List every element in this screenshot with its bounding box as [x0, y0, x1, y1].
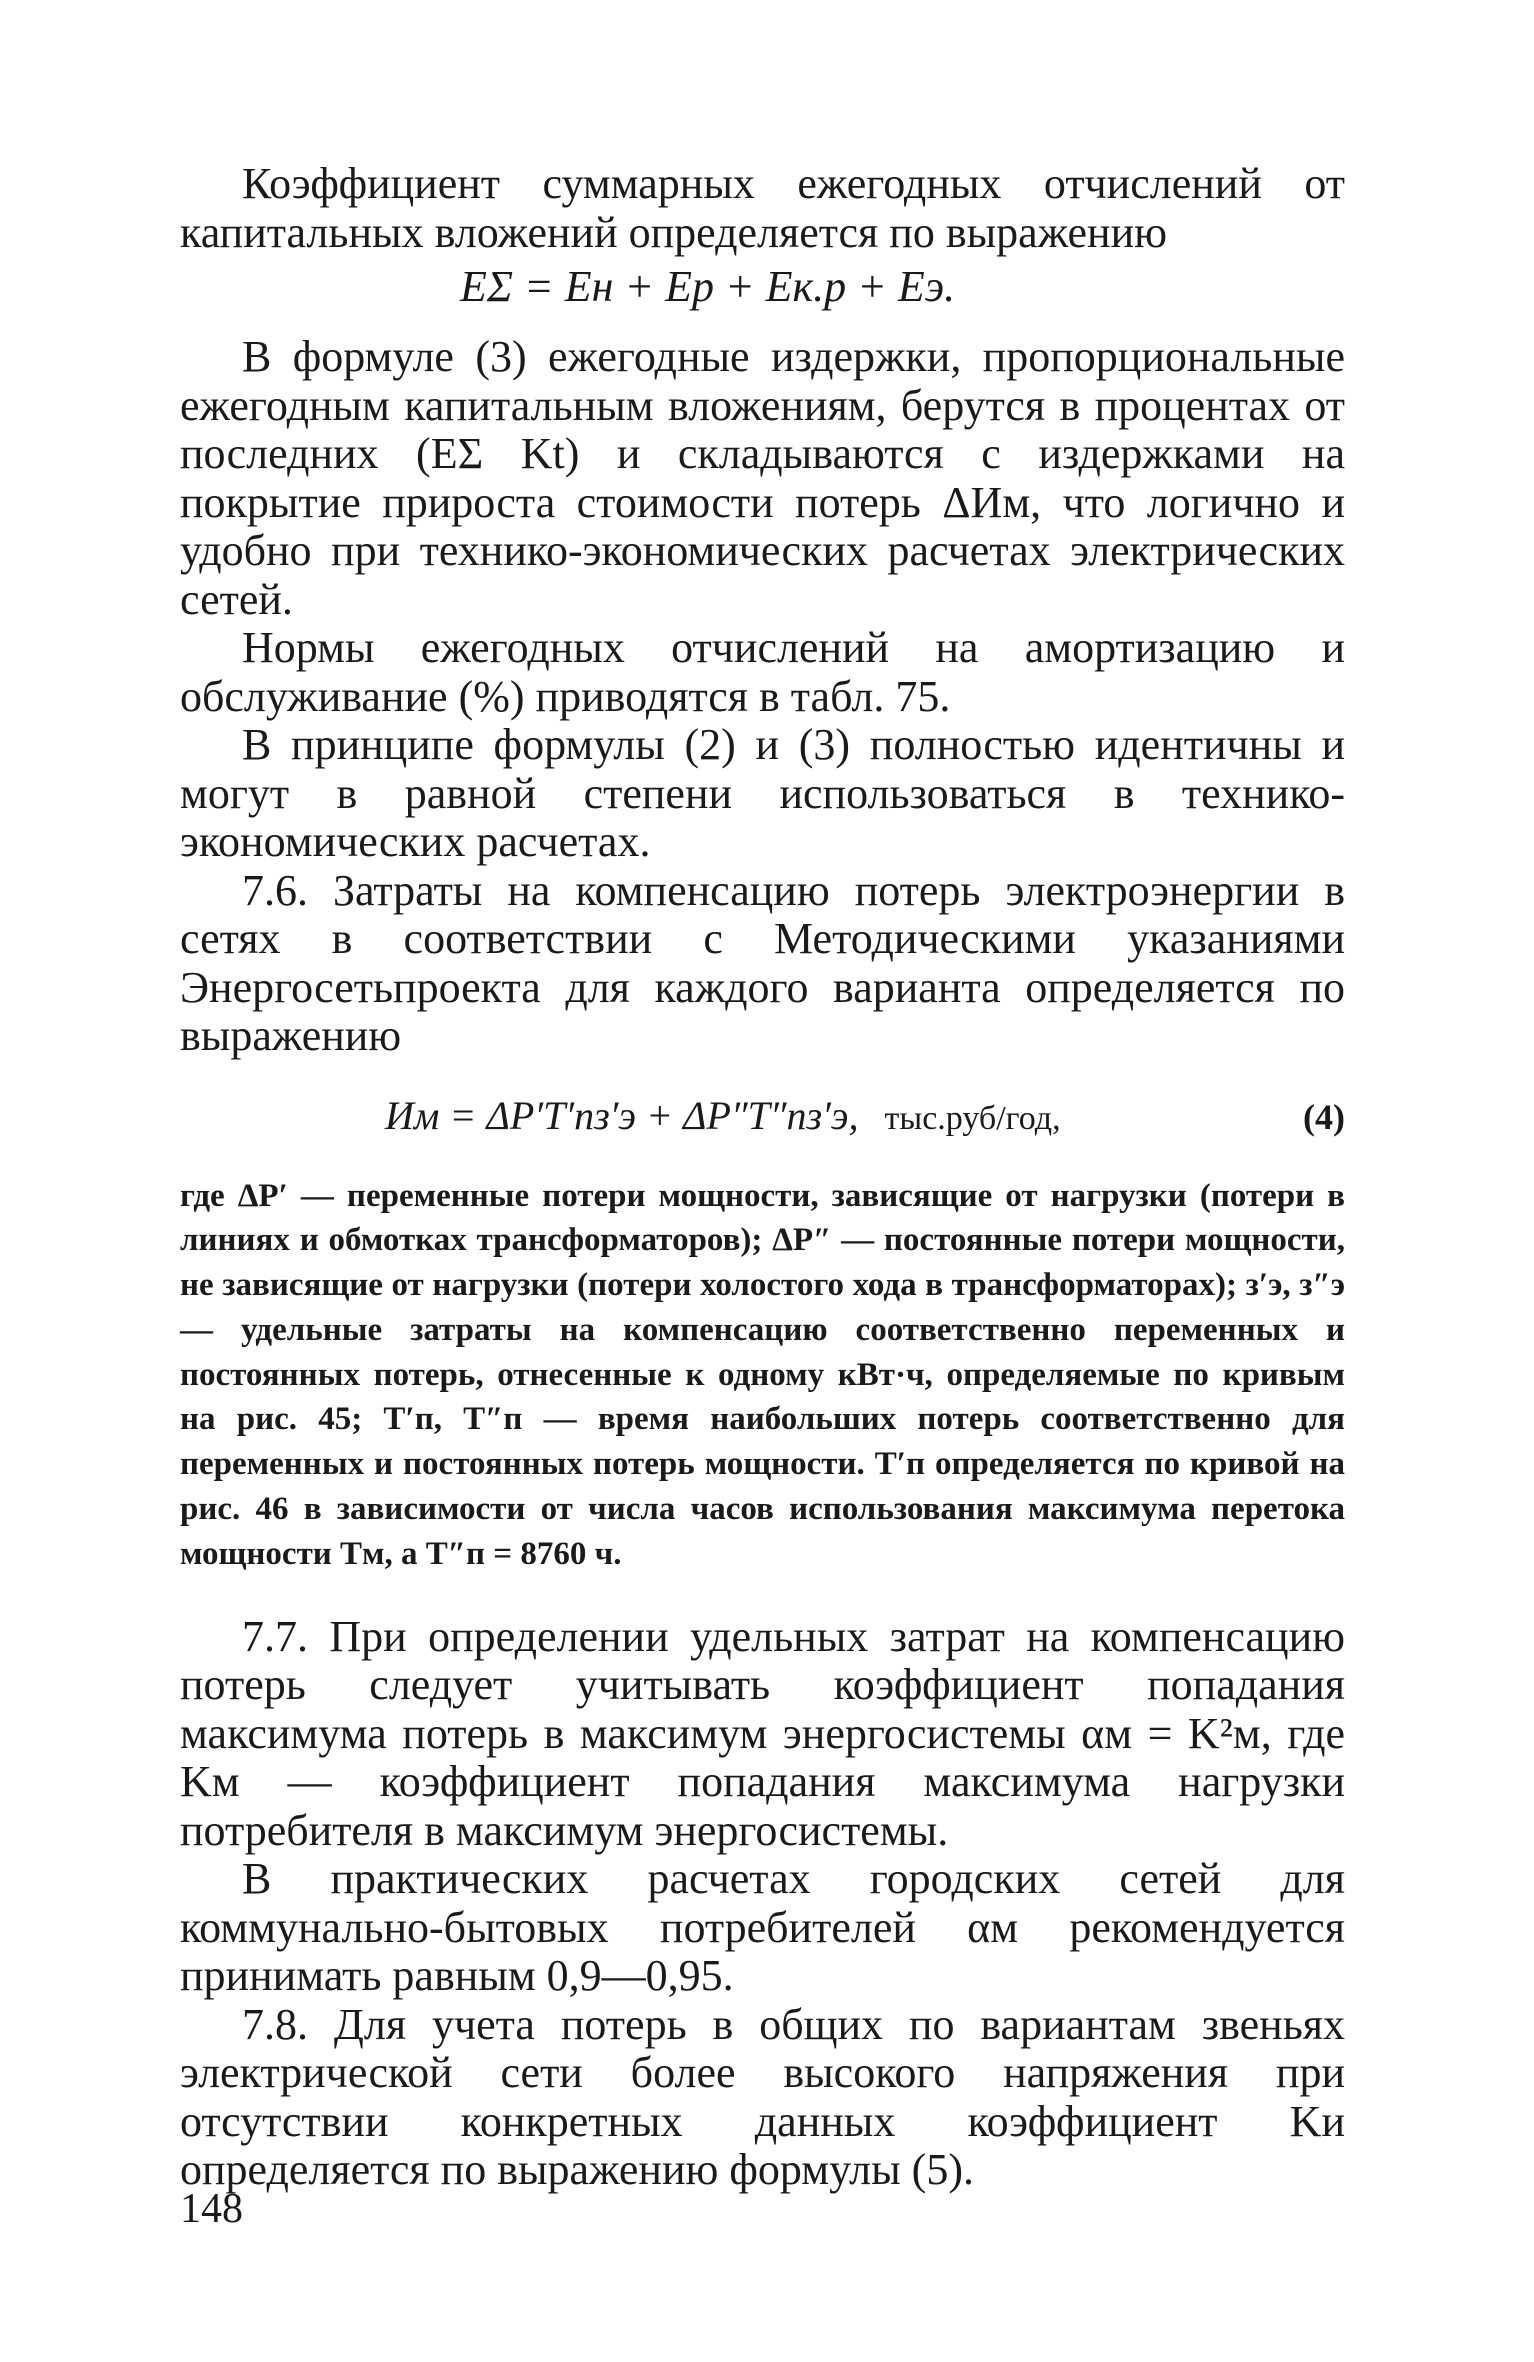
paragraph-practical: В практических расчетах городских сетей для коммунально-бытовых потребителей αм рекомендуется принимать равным 0,9—0,95.: [180, 1854, 1345, 2001]
page-number: 148: [180, 2186, 243, 2232]
paragraph-formula-identity: В принципе формулы (2) и (3) полностью идентичны и могут в равной степени использоваться в технико-экономических расчетах.: [180, 720, 1345, 866]
formula-4: [180, 1091, 1345, 1144]
formula-4-units: тыс.руб/год,: [884, 1099, 1061, 1137]
paragraph-section-7-6: 7.6. Затраты на компенсацию потерь электроэнергии в сетях в соответствии с Методическими указаниями Энергосетьпроекта для каждого варианта определяется по выражению: [180, 865, 1345, 1060]
paragraph-formula-3: В формуле (3) ежегодные издержки, пропорциональные ежегодным капитальным вложениям, берутся в процентах от последних (EΣ Kt) и складываются с издержками на покрытие прироста стоимости потерь ΔИм, что логично и удобно при технико-экономических расчетах электрических сетей.: [180, 332, 1345, 624]
formula-sum-coefficient: EΣ = Eн + Eр + Eк.р + Eэ.: [460, 262, 956, 311]
paragraph-section-7-8: 7.8. Для учета потерь в общих по вариантам звеньях электрической сети более высокого напряжения при отсутствии конкретных данных коэффициент Kи определяется по выражению формулы (5).: [180, 1999, 1345, 2195]
paragraph-section-7-7: 7.7. При определении удельных затрат на компенсацию потерь следует учитывать коэффициент попадания максимума потерь в максимум энергосистемы αм = K²м, где Kм — коэффициент попадания максимума нагрузки потребителя в максимум энергосистемы.: [180, 1611, 1345, 1855]
paragraph-norms: Нормы ежегодных отчислений на амортизацию и обслуживание (%) приводятся в табл. 75.: [180, 623, 1345, 721]
paragraph-definitions: где ΔP′ — переменные потери мощности, зависящие от нагрузки (потери в линиях и обмотках трансформаторов); ΔP″ — постоянные потери мощности, не зависящие от нагрузки (потери холостого хода в трансформаторах); з′э, з″э — удельные затраты на компенсацию соответственно переменных и постоянных потерь, отнесенные к одному кВт·ч, определяемые по кривым на рис. 45; T′п, T″п — время наибольших потерь соответственно для переменных и постоянных потерь мощности. T′п определяется по кривой на рис. 46 в зависимости от числа часов использования максимума перетока мощности Tм, а T″п = 8760 ч.: [180, 1177, 1345, 1572]
page-body: [180, 160, 1345, 2195]
formula-4-expression: Им = ΔP′T′пз′э + ΔP″T″пз′э,: [385, 1092, 859, 1138]
formula-4-number: (4): [1303, 1096, 1345, 1137]
paragraph-coefficient-intro: Коэффициент суммарных ежегодных отчислений от капитальных вложений определяется по выражению: [180, 159, 1345, 257]
